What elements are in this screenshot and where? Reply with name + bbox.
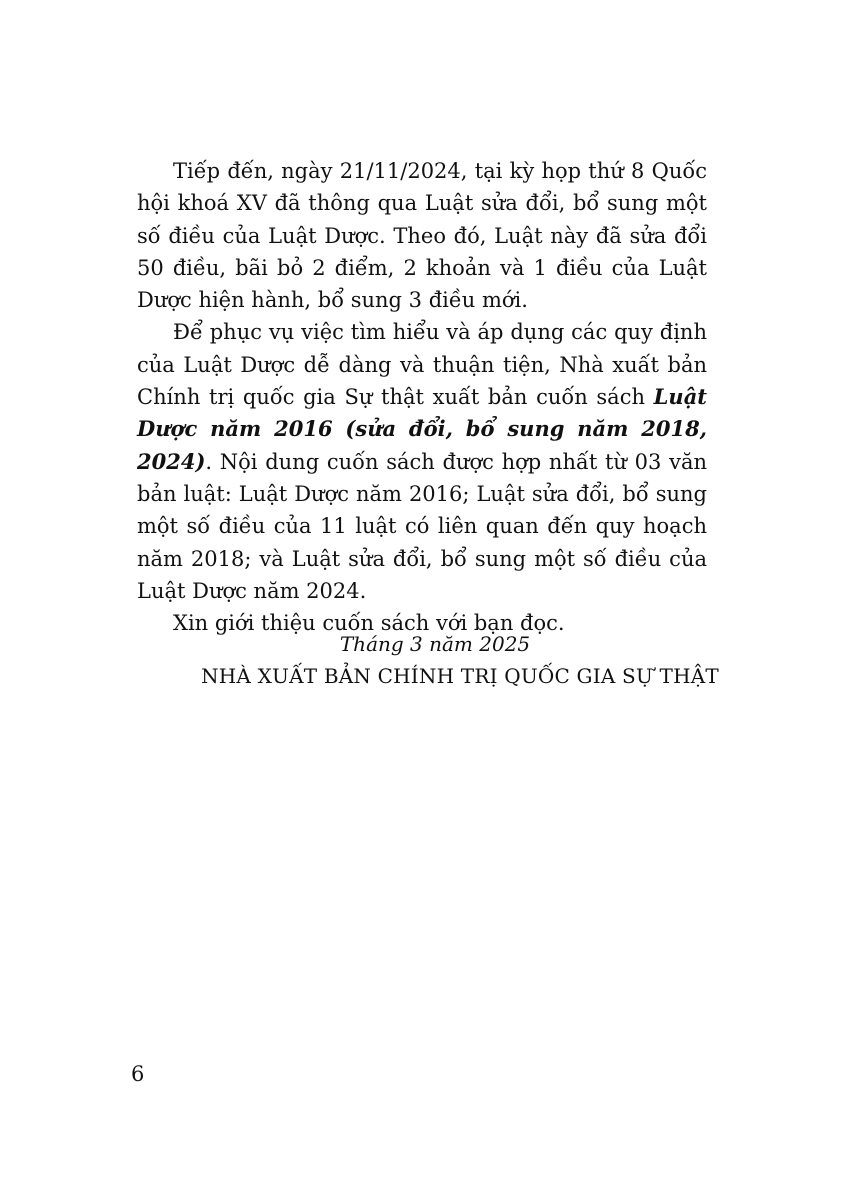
paragraph-2-rest: . Nội dung cuốn sách được hợp nhất từ 03 văn bản luật: Luật Dược năm 2016; Luật sửa đổi, bổ sung một số điều của 11 luật có liên quan đến quy hoạch năm 2018; và Luật sửa đổi, bổ sung một số điều của Luật Dược năm 2024. xyxy=(137,449,707,603)
signature-date: Tháng 3 năm 2025 xyxy=(339,632,531,656)
body-text xyxy=(137,155,707,639)
paragraph-1: Tiếp đến, ngày 21/11/2024, tại kỳ họp thứ 8 Quốc hội khoá XV đã thông qua Luật sửa đổi, bổ sung một số điều của Luật Dược. Theo đó, Luật này đã sửa đổi 50 điều, bãi bỏ 2 điểm, 2 khoản và 1 điều của Luật Dược hiện hành, bổ sung 3 điều mới. xyxy=(137,159,707,313)
page-number: 6 xyxy=(131,1062,145,1086)
paragraph-2-lead: Để phục vụ việc tìm hiểu và áp dụng các quy định của Luật Dược dễ dàng và thuận tiện, Nhà xuất bản Chính trị quốc gia Sự thật xuất bản cuốn sách xyxy=(137,320,707,410)
paragraph-2 xyxy=(137,316,707,607)
book-title: Luật Dược năm 2016 (sửa đổi, bổ sung năm 2018, 2024) xyxy=(137,384,707,474)
paragraph-3: Xin giới thiệu cuốn sách với bạn đọc. xyxy=(173,611,565,636)
signature-publisher: NHÀ XUẤT BẢN CHÍNH TRỊ QUỐC GIA SỰ THẬT xyxy=(201,664,719,688)
